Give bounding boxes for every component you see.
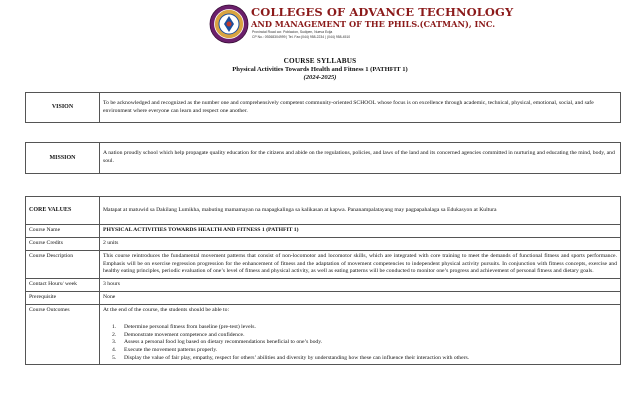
course-outcomes-label: Course Outcomes	[26, 305, 100, 365]
course-name-value: PHYSICAL ACTIVITIES TOWARDS HEALTH AND FITNESS 1 (PATHFIT 1)	[100, 225, 621, 238]
list-item: 1. Determine personal fitness from baseline (pre-test) levels.	[112, 323, 256, 330]
letterhead	[0, 0, 640, 60]
prerequisite-label: Prerequisite	[26, 292, 100, 305]
core-values-label: CORE VALUES	[26, 197, 100, 225]
college-address	[252, 30, 350, 40]
college-name-line1: COLLEGES OF ADVANCE TECHNOLOGY	[251, 5, 514, 19]
college-name-line2: AND MANAGEMENT OF THE PHILS.(CATMAN), INC.	[251, 18, 496, 29]
course-title: Physical Activities Towards Health and Fitness 1 (PATHFIT 1)	[232, 65, 408, 73]
course-credits-row	[26, 237, 621, 250]
mission-table	[25, 142, 621, 174]
course-name-label: Course Name	[26, 225, 100, 238]
vision-row	[26, 93, 621, 123]
vision-text: To be acknowledged and recognized as the number one and comprehensively competent community-oriented SCHOOL whose focus is on excellence through academic, technical, physical, emotional, social, and safe environment where everyone can learn and respect one another.	[100, 93, 621, 123]
address-line: Provincial Road cor. Poblacion, Sudipen, Nueva Ecija	[252, 30, 333, 34]
contact-line: CP No.: 09268304999 | Tel. Fax:(044) 958-2234 | (044) 958-4510	[252, 34, 351, 39]
contact-hours-value: 3 hours	[100, 279, 621, 292]
mission-row	[26, 143, 621, 174]
document-title: COURSE SYLLABUS	[283, 57, 357, 65]
vision-table	[25, 92, 621, 123]
contact-hours-row	[26, 279, 621, 292]
course-outcomes-list	[103, 324, 617, 362]
prerequisite-row	[26, 292, 621, 305]
vision-label: VISION	[26, 93, 100, 123]
course-credits-value: 2 units	[100, 237, 621, 250]
course-credits-label: Course Credits	[26, 237, 100, 250]
contact-hours-label: Contact Hours/ week	[26, 279, 100, 292]
course-info-table	[25, 196, 621, 365]
college-seal-logo	[209, 4, 249, 44]
mission-text: A nation proudly school which help propagate quality education for the citizens and abide on the regulations, policies, and laws of the land and its concerned agencies committed in nurturing and educating the mind, body, and soul.	[100, 143, 621, 174]
course-description-label: Course Description	[26, 250, 100, 279]
mission-label: MISSION	[26, 143, 100, 174]
course-outcomes-intro: At the end of the course, the students should be able to:	[103, 307, 230, 314]
course-description-row	[26, 250, 621, 279]
college-name	[251, 7, 513, 28]
core-values-row	[26, 197, 621, 225]
school-year: (2024-2025)	[303, 73, 337, 81]
course-outcomes-cell	[100, 305, 621, 365]
course-name-row	[26, 225, 621, 238]
core-values-text: Matapat at matuwid sa Dakilang Lumikha, mabuting mamamayan na mapagkalinga sa kalikasan at kapwa. Pananampalatayang may pagpapahalaga sa Edukasyon at Kultura	[100, 197, 621, 225]
course-outcomes-row	[26, 305, 621, 365]
prerequisite-value: None	[100, 292, 621, 305]
list-item: 4. Execute the movement patterns properly.	[112, 346, 218, 353]
syllabus-titles	[0, 57, 640, 81]
list-item: 5. Display the value of fair play, empathy, respect for others’ abilities and diversity by understanding how these can influence their interaction with others.	[112, 354, 470, 361]
list-item: 2. Demonstrate movement competence and confidence.	[112, 331, 245, 338]
list-item: 3. Assess a personal food log based on dietary recommendations beneficial to one’s body.	[112, 339, 323, 346]
course-description-value: This course reintroduces the fundamental movement patterns that consist of non-locomotor and locomotor skills, which are integrated with core training to meet the demands of functional fitness and sports performance. Emphasis will be on exercise regression progression for the enhancement of fitness and the adaptation of movement competencies to independent physical activity pursuits. In conjunction with fitness concepts, exercise and healthy eating principles, periodic evaluation of one’s level of fitness and physical activity, as well as eating patterns will be conducted to monitor one’s progress and achievement of personal fitness and dietary goals.	[100, 250, 621, 279]
